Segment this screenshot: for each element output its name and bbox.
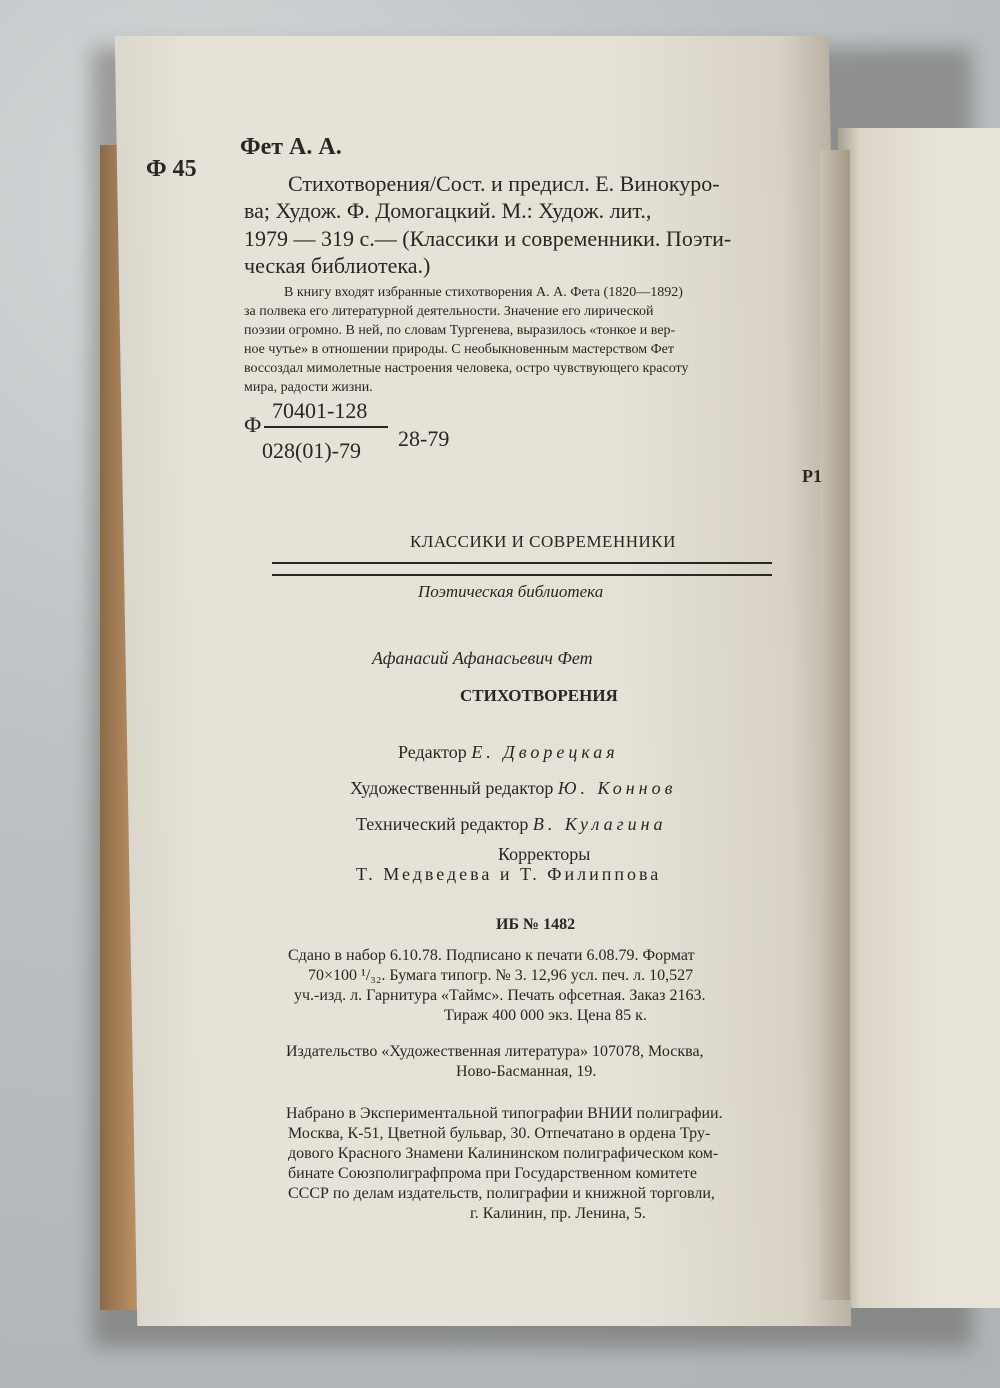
proof-label: Корректоры [498,844,591,864]
credit-editor [398,742,619,763]
print-line-2: 70×100 ¹/₃₂. Бумага типогр. № 3. 12,96 усл. печ. л. 10,527 [308,967,694,984]
series-subtitle: Поэтическая библиотека [418,582,604,601]
annotation-line-4: ное чутье» в отношении природы. С необыкновенным мастерством Фет [244,342,674,357]
catalog-desc-line-4: ческая библиотека.) [244,253,431,278]
annotation-line-1: В книгу входят избранные стихотворения А. А. Фета (1820—1892) [284,285,683,300]
typography-line-1: Набрано в Экспериментальной типографии ВНИИ полиграфии. [286,1105,723,1122]
series-rule-top [272,562,772,564]
editor-label: Редактор [398,742,467,762]
tech-editor-name: В. Кулагина [532,814,667,834]
ib-number: ИБ № 1482 [496,916,576,933]
annotation-line-5: воссоздал мимолетные настроения человека, остро чувствующего красоту [244,361,689,376]
credit-tech-editor [356,814,667,835]
annotation-line-6: мира, радости жизни. [244,380,373,395]
typography-line-5: СССР по делам издательств, полиграфии и книжной торговли, [288,1185,715,1202]
catalog-author: Фет А. А. [240,134,342,160]
book-title: СТИХОТВОРЕНИЯ [460,686,618,705]
typography-line-3: дового Красного Знамени Калининском полиграфическом ком- [288,1145,719,1162]
catalog-desc-line-2: ва; Худож. Ф. Домогацкий. М.: Худож. лит., [244,198,652,223]
typography-line-6: г. Калинин, пр. Ленина, 5. [470,1205,646,1222]
typography-line-4: бинате Союзполиграфпрома при Государственном комитете [288,1165,697,1182]
proof-names: Т. Медведева и Т. Филиппова [356,864,662,884]
catalog-desc-line-1: Стихотворения/Сост. и предисл. Е. Винокуро- [288,171,720,196]
classification-order: 28-79 [398,426,450,451]
catalog-desc-line-3: 1979 — 319 с.— (Классики и современники. Поэти- [244,226,732,251]
fraction-bar [264,426,388,428]
art-editor-name: Ю. Коннов [557,778,677,798]
classification-letter: Ф [244,412,262,437]
series-title: КЛАССИКИ И СОВРЕМЕННИКИ [410,532,676,551]
annotation-line-2: за полвека его литературной деятельности. Значение его лирической [244,304,654,319]
print-line-4: Тираж 400 000 экз. Цена 85 к. [444,1007,647,1024]
editor-name: Е. Дворецкая [471,742,619,762]
print-line-3: уч.-изд. л. Гарнитура «Таймс». Печать офсетная. Заказ 2163. [294,987,706,1004]
typography-line-2: Москва, К-51, Цветной бульвар, 30. Отпечатано в ордена Тру- [288,1125,711,1142]
classification-denominator: 028(01)-79 [262,438,361,463]
classification-numerator: 70401-128 [272,398,368,423]
book-author-full: Афанасий Афанасьевич Фет [372,648,593,668]
publisher-line-1: Издательство «Художественная литература» 107078, Москва, [286,1043,704,1060]
annotation-line-3: поэзии огромно. В ней, по словам Тургенева, выразилось «тонкое и вер- [244,323,676,338]
series-rule-bottom [272,574,772,576]
catalog-code: Ф 45 [146,156,197,182]
publisher-line-2: Ново-Басманная, 19. [456,1063,597,1080]
credit-art-editor [350,778,676,799]
art-editor-label: Художественный редактор [350,778,554,798]
tech-editor-label: Технический редактор [356,814,529,834]
class-code: Р1 [802,466,822,486]
print-line-1: Сдано в набор 6.10.78. Подписано к печати 6.08.79. Формат [288,947,695,964]
